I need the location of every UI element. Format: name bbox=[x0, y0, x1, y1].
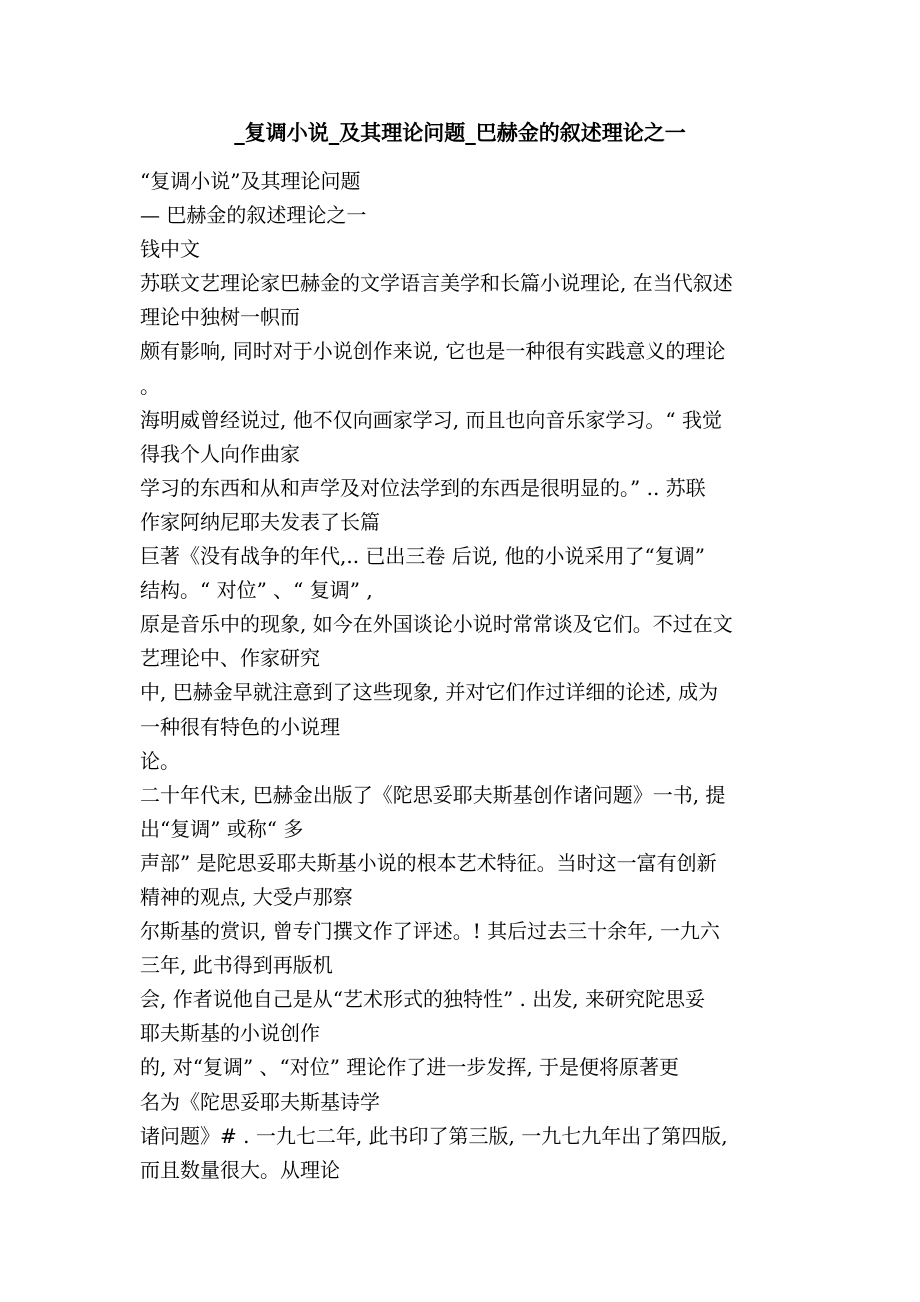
text-line: 出“复调” 或称“ 多 bbox=[140, 816, 304, 841]
text-line: 海明威曾经说过, 他不仅向画家学习, 而且也向音乐家学习。“ 我觉 bbox=[140, 407, 723, 432]
text-line: 作家阿纳尼耶夫发表了长篇 bbox=[140, 509, 380, 534]
text-line: 中, 巴赫金早就注意到了这些现象, 并对它们作过详细的论述, 成为 bbox=[140, 680, 719, 705]
text-line: 理论中独树一帜而 bbox=[140, 305, 300, 330]
text-line: 艺理论中、作家研究 bbox=[140, 646, 320, 671]
text-line: — 巴赫金的叙述理论之一 bbox=[140, 203, 367, 228]
text-line: 结构。“ 对位” 、“ 复调” , bbox=[140, 578, 373, 603]
text-line: 耶夫斯基的小说创作 bbox=[140, 1021, 320, 1046]
text-line: 苏联文艺理论家巴赫金的文学语言美学和长篇小说理论, 在当代叙述 bbox=[140, 271, 733, 296]
text-line: 而且数量很大。从理论 bbox=[140, 1157, 340, 1182]
text-line: 三年, 此书得到再版机 bbox=[140, 953, 333, 978]
text-line: 原是音乐中的现象, 如今在外国谈论小说时常常谈及它们。不过在文 bbox=[140, 612, 733, 637]
text-line: 巨著《没有战争的年代,.. 已出三卷 后说, 他的小说采用了“复调” bbox=[140, 544, 705, 569]
text-line: 名为《陀思妥耶夫斯基诗学 bbox=[140, 1089, 380, 1114]
text-line: 精神的观点, 大受卢那察 bbox=[140, 884, 353, 909]
text-line: 会, 作者说他自己是从“艺术形式的独特性” . 出发, 来研究陀思妥 bbox=[140, 987, 705, 1012]
text-line: 颇有影响, 同时对于小说创作来说, 它也是一种很有实践意义的理论 bbox=[140, 339, 726, 364]
text-line: 诸问题》# . 一九七二年, 此书印了第三版, 一九七九年出了第四版, bbox=[140, 1123, 728, 1148]
text-line: “复调小说”及其理论问题 bbox=[140, 169, 361, 193]
text-line: 二十年代末, 巴赫金出版了《陀思妥耶夫斯基创作诸问题》一书, 提 bbox=[140, 782, 726, 807]
text-line: 学习的东西和从和声学及对位法学到的东西是很明显的。” .. 苏联 bbox=[140, 475, 706, 500]
text-line: 的, 对“复调” 、“对位” 理论作了进一步发挥, 于是便将原著更 bbox=[140, 1055, 680, 1080]
text-line: 声部” 是陀思妥耶夫斯基小说的根本艺术特征。当时这一富有创新 bbox=[140, 850, 717, 875]
text-line: 尔斯基的赏识, 曾专门撰文作了评述。! 其后过去三十余年, 一九六 bbox=[140, 919, 720, 944]
document-body bbox=[140, 164, 800, 1187]
text-line: 得我个人向作曲家 bbox=[140, 441, 300, 466]
text-line: 钱中文 bbox=[140, 237, 200, 262]
text-line: 论。 bbox=[140, 748, 180, 773]
text-line: 。 bbox=[140, 373, 160, 398]
document-title: _复调小说_及其理论问题_巴赫金的叙述理论之一 bbox=[234, 121, 686, 145]
text-line: 一种很有特色的小说理 bbox=[140, 714, 340, 739]
